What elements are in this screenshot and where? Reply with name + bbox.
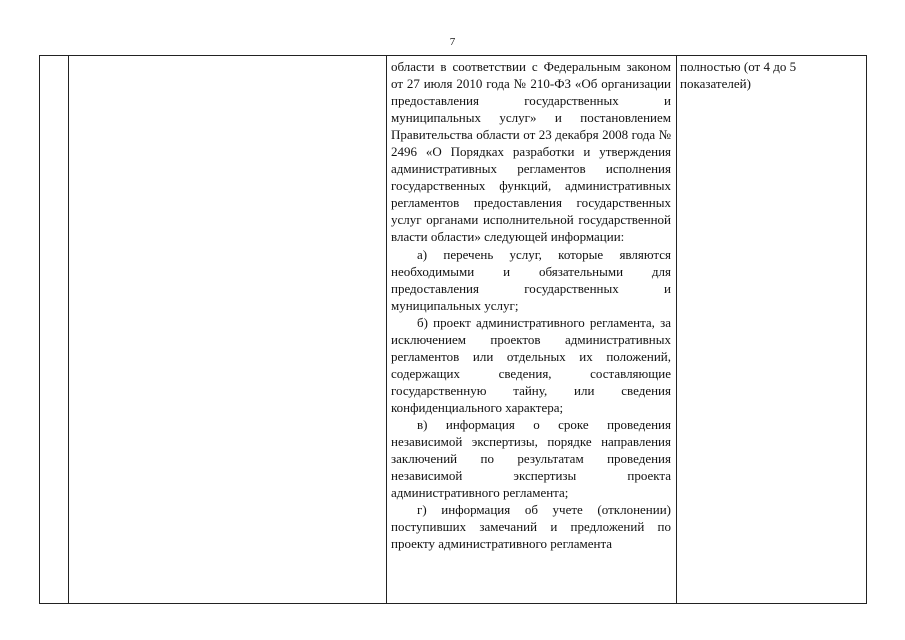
description-column [391, 58, 671, 552]
document-table [39, 55, 867, 604]
column-divider-2 [386, 56, 387, 603]
column-divider-3 [676, 56, 677, 603]
list-item-g: г) информация об учете (отклонении) поступивших замечаний и предложений по проекту административного регламента [391, 502, 671, 552]
column-divider-1 [68, 56, 69, 603]
list-item-v: в) информация о сроке проведения независимой экспертизы, порядке направления заключений по результатам проведения независимой экспертизы проекта административного регламента; [391, 416, 671, 501]
list-item-a: а) перечень услуг, которые являются необходимыми и обязательными для предоставления государственных и муниципальных услуг; [391, 246, 671, 313]
criteria-column: полностью (от 4 до 5 показателей) [680, 59, 797, 92]
description-lead-paragraph: области в соответствии с Федеральным законом от 27 июля 2010 года № 210-ФЗ «Об организации предоставления государственных и муниципальных услуг» и постановлением Правительства области от 23 декабря 2008 года № 2496 «О Порядках разработки и утверждения административных регламентов исполнения государственных функций, административных регламентов предоставления государственных услуг органами исполнительной государственной власти области» следующей информации: [391, 59, 671, 245]
list-item-b: б) проект административного регламента, за исключением проектов административных регламентов или отдельных их положений, содержащих сведения, составляющие государственную тайну, или сведения конфиденциального характера; [391, 314, 671, 415]
page-number: 7 [449, 36, 456, 48]
